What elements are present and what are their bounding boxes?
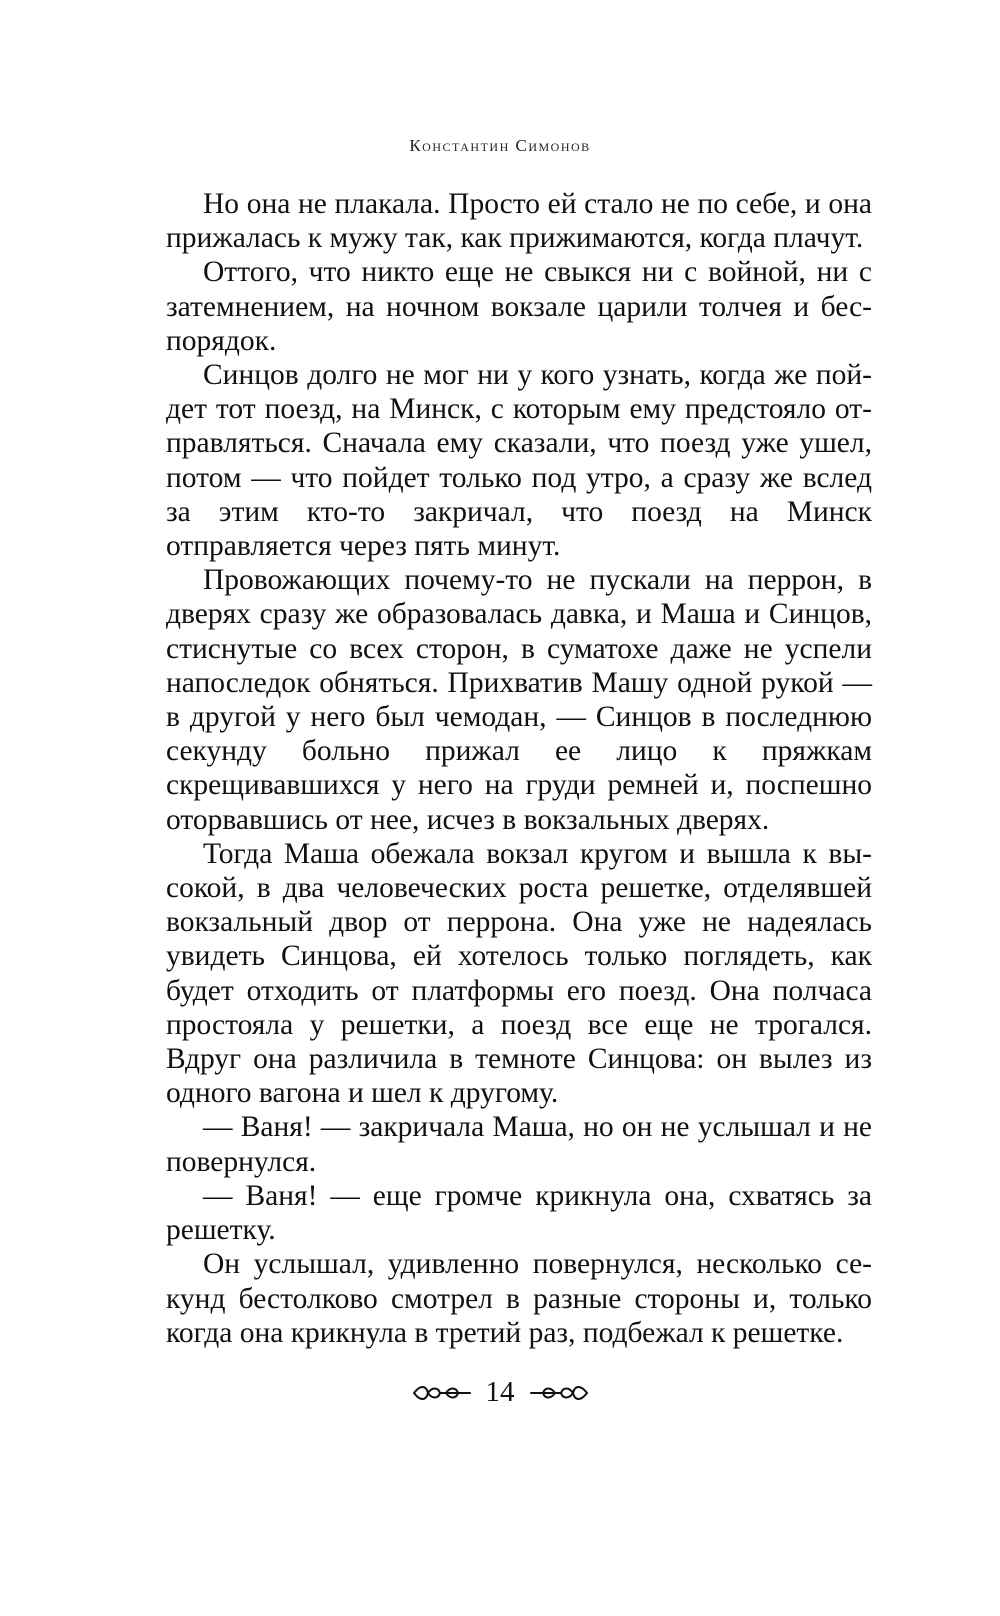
paragraph: — Ваня! — закричала Маша, но он не услышал и не повернулся. — [166, 1111, 872, 1178]
fleuron-left-icon — [410, 1381, 474, 1405]
folio — [0, 1378, 1000, 1407]
paragraph: — Ваня! — еще громче крикнула она, схватясь за решетку. — [166, 1179, 872, 1247]
paragraph: Тогда Маша обежала вокзал кругом и вышла к высокой, в два человеческих роста решетке, отделявшей вокзальный двор от перрона. Она уже не надеялась увидеть Синцова, ей хотелось только поглядеть, как будет отходить от платформы его поезд. Она полчаса простояла у решетки, а поезд все еще не трогался. Вдруг она различила в темноте Синцова: он вылез из одного вагона и шел к другому. — [166, 837, 872, 1110]
fleuron-right-icon — [527, 1381, 591, 1405]
running-head: Константин Симонов — [409, 136, 591, 155]
paragraph: Но она не плакала. Просто ей стало не по себе, и она прижалась к мужу так, как прижимаются, когда плачут. — [166, 188, 872, 255]
body-text — [166, 187, 872, 1350]
page-number: 14 — [485, 1376, 515, 1408]
paragraph: Оттого, что никто еще не свыкся ни с войной, ни с затемнением, на ночном вокзале царили толчея и беспорядок. — [166, 256, 872, 357]
paragraph: Синцов долго не мог ни у кого узнать, когда же пойдет тот поезд, на Минск, с которым ему предстояло отправляться. Сначала ему сказали, что поезд уже ушел, потом — что пойдет только под утро, а сразу же вслед за этим кто-то закричал, что поезд на Минск отправляется через пять минут. — [166, 359, 872, 563]
paragraph: Он услышал, удивленно повернулся, несколько секунд бестолково смотрел в разные стороны и, только когда она крикнула в третий раз, подбежал к решетке. — [166, 1248, 872, 1349]
paragraph: Провожающих почему-то не пускали на перрон, в дверях сразу же образовалась давка, и Маша и Синцов, стиснутые со всех сторон, в суматохе даже не успели напоследок обняться. Прихватив Машу одной рукой — в другой у него был чемодан, — Синцов в последнюю секунду больно прижал ее лицо к пряжкам скрещивавшихся у него на груди ремней и, поспешно оторвавшись от нее, исчез в вокзальных дверях. — [166, 564, 872, 836]
